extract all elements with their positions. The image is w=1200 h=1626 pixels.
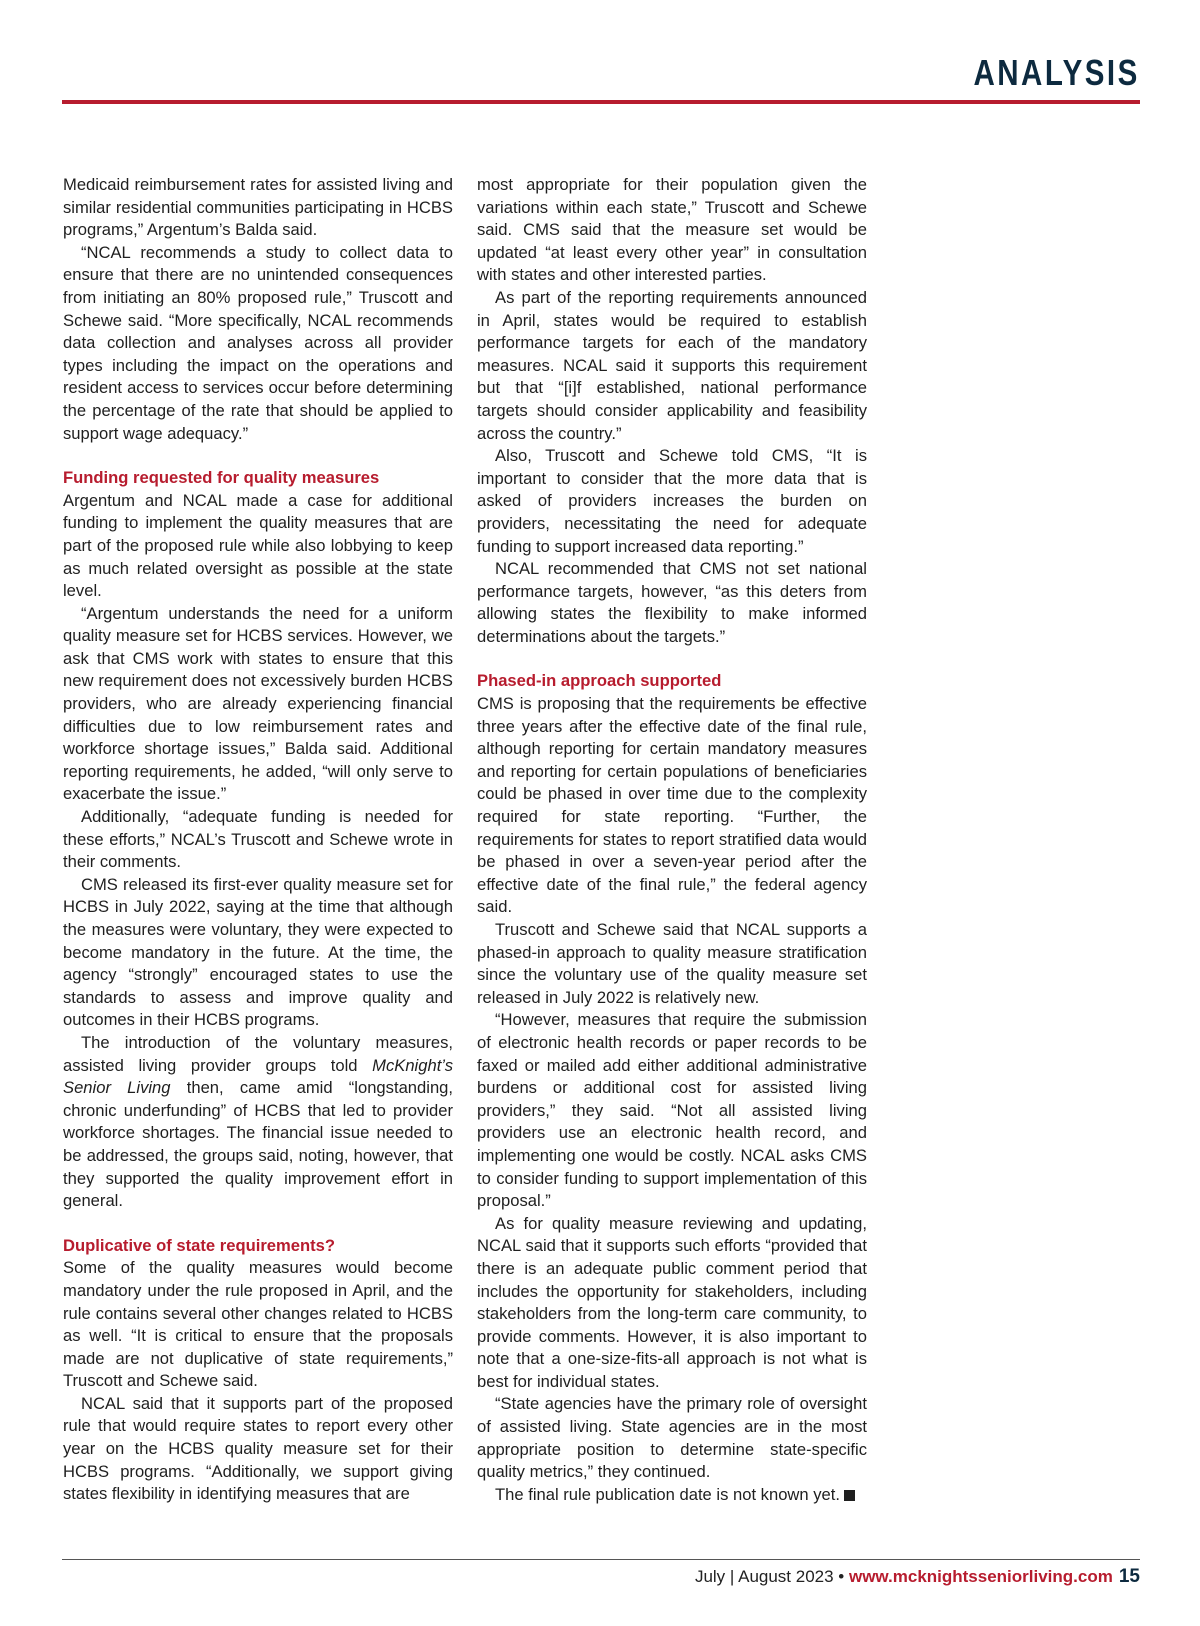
end-mark-icon	[844, 1490, 855, 1501]
paragraph: Additionally, “adequate funding is needed for these efforts,” NCAL’s Truscott and Schewe wrote in their comments.	[63, 807, 453, 872]
paragraph: NCAL recommended that CMS not set national performance targets, however, “as this deters from allowing states the flexibility to make informed determinations about the targets.”	[477, 559, 867, 646]
text-run: The final rule publication date is not known yet.	[495, 1484, 840, 1504]
subheading: Funding requested for quality measures	[63, 468, 380, 488]
subheading: Duplicative of state requirements?	[63, 1235, 336, 1255]
paragraph: most appropriate for their population given the variations within each state,” Truscott and Schewe said. CMS said that the measure set would be updated “at least every other year” in consultation with states and other interested parties.	[477, 175, 867, 285]
paragraph	[477, 1484, 867, 1507]
article-column-right	[477, 174, 867, 1506]
paragraph: “NCAL recommends a study to collect data to ensure that there are no unintended consequences from initiating an 80% proposed rule,” Truscott and Schewe said. “More specifically, NCAL recommends data collection and analyses across all provider types including the impact on the operations and resident access to services occur before determining the percentage of the rate that should be applied to support wage adequacy.”	[63, 242, 453, 443]
paragraph: “However, measures that require the submission of electronic health records or paper records to be faxed or mailed add either additional administrative burdens or additional cost for assisted living providers,” they said. “Not all assisted living providers use an electronic health record, and implementing one would be costly. NCAL asks CMS to consider funding to support implementation of this proposal.”	[477, 1010, 867, 1211]
paragraph	[63, 1032, 453, 1213]
text-run: then, came amid “longstanding, chronic underfunding” of HCBS that led to provider workforce shortages. The financial issue needed to be addressed, the groups said, noting, however, that they supported the quality improvement effort in general.	[63, 1078, 454, 1211]
paragraph: Argentum and NCAL made a case for additional funding to implement the quality measures that are part of the proposed rule while also lobbying to keep as much related oversight as possible at the state level.	[63, 490, 453, 601]
paragraph: NCAL said that it supports part of the proposed rule that would require states to report every other year on the HCBS quality measure set for their HCBS programs. “Additionally, we support giving states flexibility in identifying measures that are	[63, 1393, 453, 1504]
paragraph: As for quality measure reviewing and updating, NCAL said that it supports such efforts “provided that there is an adequate public comment period that includes the opportunity for stakeholders, including stakeholders from the long-term care community, to provide comments. However, it is also important to note that a one-size-fits-all approach is not what is best for individual states.	[477, 1213, 867, 1391]
paragraph: As part of the reporting requirements announced in April, states would be required to establish performance targets for each of the mandatory measures. NCAL said it supports this requirement but that “[i]f established, national performance targets should consider applicability and feasibility across the country.”	[477, 287, 867, 443]
section-label: ANALYSIS	[973, 52, 1140, 93]
paragraph: CMS released its first-ever quality measure set for HCBS in July 2022, saying at the time that although the measures were voluntary, they were expected to become mandatory in the future. At the time, the agency “strongly” encouraged states to use the standards to assess and improve quality and outcomes in their HCBS programs.	[63, 874, 453, 1030]
subheading: Phased-in approach supported	[477, 671, 722, 691]
text-run: The introduction of the voluntary measures, assisted living provider groups told	[63, 1032, 453, 1075]
paragraph: Also, Truscott and Schewe told CMS, “It is important to consider that the more data that is asked of providers increases the burden on providers, necessitating the need for adequate funding to support increased data reporting.”	[477, 446, 867, 556]
paragraph: Medicaid reimbursement rates for assisted living and similar residential communities participating in HCBS programs,” Argentum’s Balda said.	[63, 175, 453, 240]
page-number: 15	[1118, 1566, 1140, 1587]
issue-date: July | August 2023 •	[694, 1567, 849, 1586]
website-link[interactable]: www.mcknightsseniorliving.com	[848, 1567, 1113, 1586]
article-column-left	[63, 174, 453, 1506]
paragraph: Truscott and Schewe said that NCAL supports a phased-in approach to quality measure stratification since the voluntary use of the quality measure set released in July 2022 is relatively new.	[477, 920, 867, 1007]
paragraph: “Argentum understands the need for a uniform quality measure set for HCBS services. However, we ask that CMS work with states to ensure that this new requirement does not excessively burden HCBS providers, who are already experiencing financial difficulties due to low reimbursement rates and workforce shortage issues,” Balda said. Additional reporting requirements, he added, “will only serve to exacerbate the issue.”	[63, 603, 453, 804]
paragraph: “State agencies have the primary role of oversight of assisted living. State agencies are in the most appropriate position to determine state-specific quality metrics,” they continued.	[477, 1394, 867, 1482]
footer-rule	[62, 1559, 1140, 1560]
header-rule	[62, 100, 1140, 104]
paragraph: Some of the quality measures would become mandatory under the rule proposed in April, and the rule contains several other changes related to HCBS as well. “It is critical to ensure that the proposals made are not duplicative of state requirements,” Truscott and Schewe said.	[63, 1258, 453, 1391]
footer	[695, 1566, 1140, 1588]
publication-name: McKnight’s Senior Living	[63, 1055, 453, 1098]
paragraph: CMS is proposing that the requirements be effective three years after the effective date of the final rule, although reporting for certain mandatory measures and reporting for certain populations of beneficiaries could be phased in over time due to the complexity required for state reporting. “Further, the requirements for states to report stratified data would be phased in over a seven-year period after the effective date of the final rule,” the federal agency said.	[477, 694, 867, 917]
